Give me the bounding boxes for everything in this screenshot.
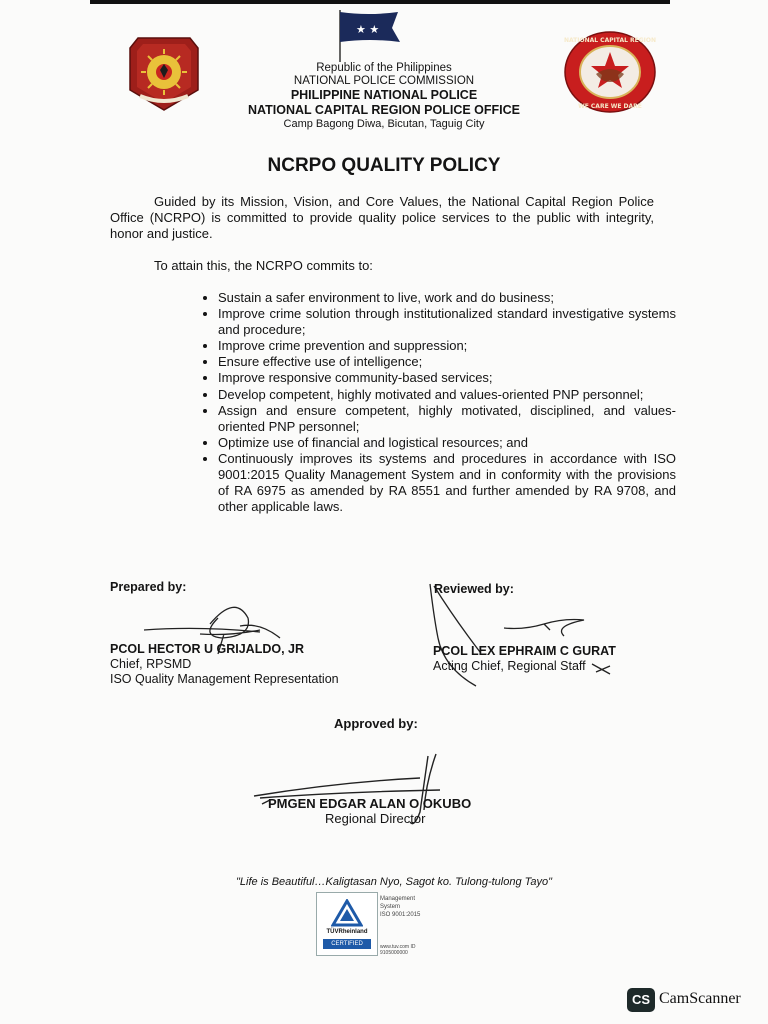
commit-lead: To attain this, the NCRPO commits to: bbox=[154, 258, 373, 273]
list-item: • Improve crime prevention and suppression; bbox=[218, 338, 676, 354]
header-ncrpo: NATIONAL CAPITAL REGION POLICE OFFICE bbox=[248, 103, 520, 117]
list-item: • Continuously improves its systems and procedures in accordance with ISO 9001:2015 Quality Management System and in conformity with the provisions of RA 6975 as amended by RA 8551 and further amended by RA 9708, and other applicable laws. bbox=[218, 451, 676, 515]
prepared-title2: ISO Quality Management Representation bbox=[110, 672, 339, 686]
header-address: Camp Bagong Diwa, Bicutan, Taguig City bbox=[283, 118, 485, 130]
svg-text:WE CARE WE DARE: WE CARE WE DARE bbox=[578, 103, 642, 110]
two-star-flag-icon bbox=[334, 8, 404, 64]
list-item: • Ensure effective use of intelligence; bbox=[218, 354, 676, 370]
page-title: NCRPO QUALITY POLICY bbox=[267, 155, 501, 176]
reviewed-label: Reviewed by: bbox=[434, 582, 514, 596]
header-republic: Republic of the Philippines bbox=[316, 62, 452, 74]
list-item: • Optimize use of financial and logistical resources; and bbox=[218, 435, 676, 451]
cert-brand: TÜVRheinland bbox=[326, 929, 368, 935]
tuv-triangle-icon bbox=[331, 899, 363, 927]
cert-id: www.tuv.com ID 9105000000 bbox=[380, 944, 416, 956]
camscanner-label: CamScanner bbox=[659, 990, 741, 1007]
commitments-list bbox=[196, 290, 676, 515]
svg-text:★ ★: ★ ★ bbox=[356, 23, 380, 36]
prepared-title1: Chief, RPSMD bbox=[110, 657, 192, 671]
prepared-label: Prepared by: bbox=[110, 580, 187, 594]
cert-text-1: Management bbox=[380, 896, 416, 902]
cert-label: CERTIFIED bbox=[323, 939, 371, 949]
cert-text-3: ISO 9001:2015 bbox=[380, 912, 421, 918]
header-napolcom: NATIONAL POLICE COMMISSION bbox=[293, 75, 475, 87]
list-item: • Improve crime solution through institutionalized standard investigative systems and procedure; bbox=[218, 306, 676, 338]
reviewed-name: PCOL LEX EPHRAIM C GURAT bbox=[433, 644, 616, 658]
approved-name: PMGEN EDGAR ALAN O OKUBO bbox=[268, 796, 472, 811]
approved-title1: Regional Director bbox=[325, 811, 426, 826]
footer-motto: "Life is Beautiful…Kaligtasan Nyo, Sagot ko. Tulong-tulong Tayo" bbox=[236, 876, 552, 888]
list-item: • Develop competent, highly motivated and values-oriented PNP personnel; bbox=[218, 387, 676, 403]
reviewed-title1: Acting Chief, Regional Staff bbox=[433, 659, 586, 673]
iso-cert-badge bbox=[316, 892, 378, 956]
cert-text-2: System bbox=[380, 904, 401, 910]
svg-text:NATIONAL CAPITAL REGION: NATIONAL CAPITAL REGION bbox=[563, 37, 657, 44]
prepared-name: PCOL HECTOR U GRIJALDO, JR bbox=[110, 642, 305, 656]
approved-label: Approved by: bbox=[334, 716, 418, 731]
scan-top-edge bbox=[90, 0, 670, 4]
header-pnp: PHILIPPINE NATIONAL POLICE bbox=[290, 88, 478, 102]
list-item: • Sustain a safer environment to live, work and do business; bbox=[218, 290, 676, 306]
list-item: • Improve responsive community-based services; bbox=[218, 370, 676, 386]
intro-paragraph: Guided by its Mission, Vision, and Core Values, the National Capital Region Police Office (NCRPO) is committed to provide quality police services to the public with integrity, honor and justice. bbox=[110, 194, 654, 241]
camscanner-logo-icon: CS bbox=[627, 988, 655, 1012]
list-item: • Assign and ensure competent, highly motivated, disciplined, and values-oriented PNP personnel; bbox=[218, 403, 676, 435]
